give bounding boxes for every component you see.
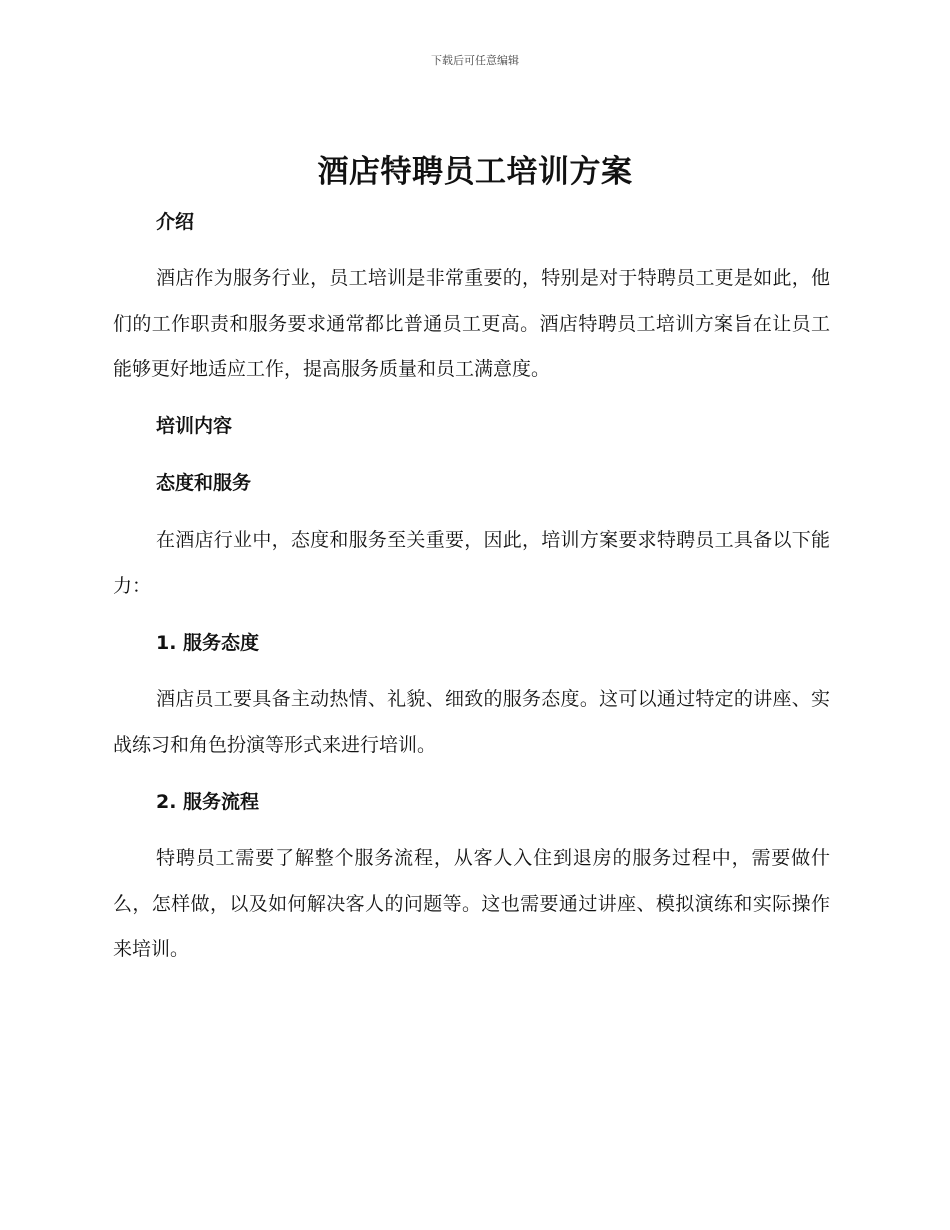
page-header-note: 下载后可任意编辑	[431, 54, 519, 67]
service-process-heading: 2. 服务流程	[156, 791, 260, 813]
service-attitude-paragraph: 酒店员工要具备主动热情、礼貌、细致的服务态度。这可以通过特定的讲座、实战练习和角色扮演等形式来进行培训。	[113, 688, 830, 756]
intro-paragraph: 酒店作为服务行业，员工培训是非常重要的，特别是对于特聘员工更是如此，他们的工作职责和服务要求通常都比普通员工更高。酒店特聘员工培训方案旨在让员工能够更好地适应工作，提高服务质量和员工满意度。	[113, 267, 830, 380]
intro-heading: 介绍	[156, 211, 195, 233]
attitude-service-paragraph: 在酒店行业中，态度和服务至关重要，因此，培训方案要求特聘员工具备以下能力：	[113, 529, 830, 597]
service-attitude-heading: 1. 服务态度	[156, 632, 260, 654]
service-process-paragraph: 特聘员工需要了解整个服务流程，从客人入住到退房的服务过程中，需要做什么，怎样做，以及如何解决客人的问题等。这也需要通过讲座、模拟演练和实际操作来培训。	[113, 847, 830, 960]
training-content-heading: 培训内容	[156, 415, 233, 437]
document-title: 酒店特聘员工培训方案	[317, 154, 633, 190]
attitude-service-heading: 态度和服务	[156, 472, 252, 494]
